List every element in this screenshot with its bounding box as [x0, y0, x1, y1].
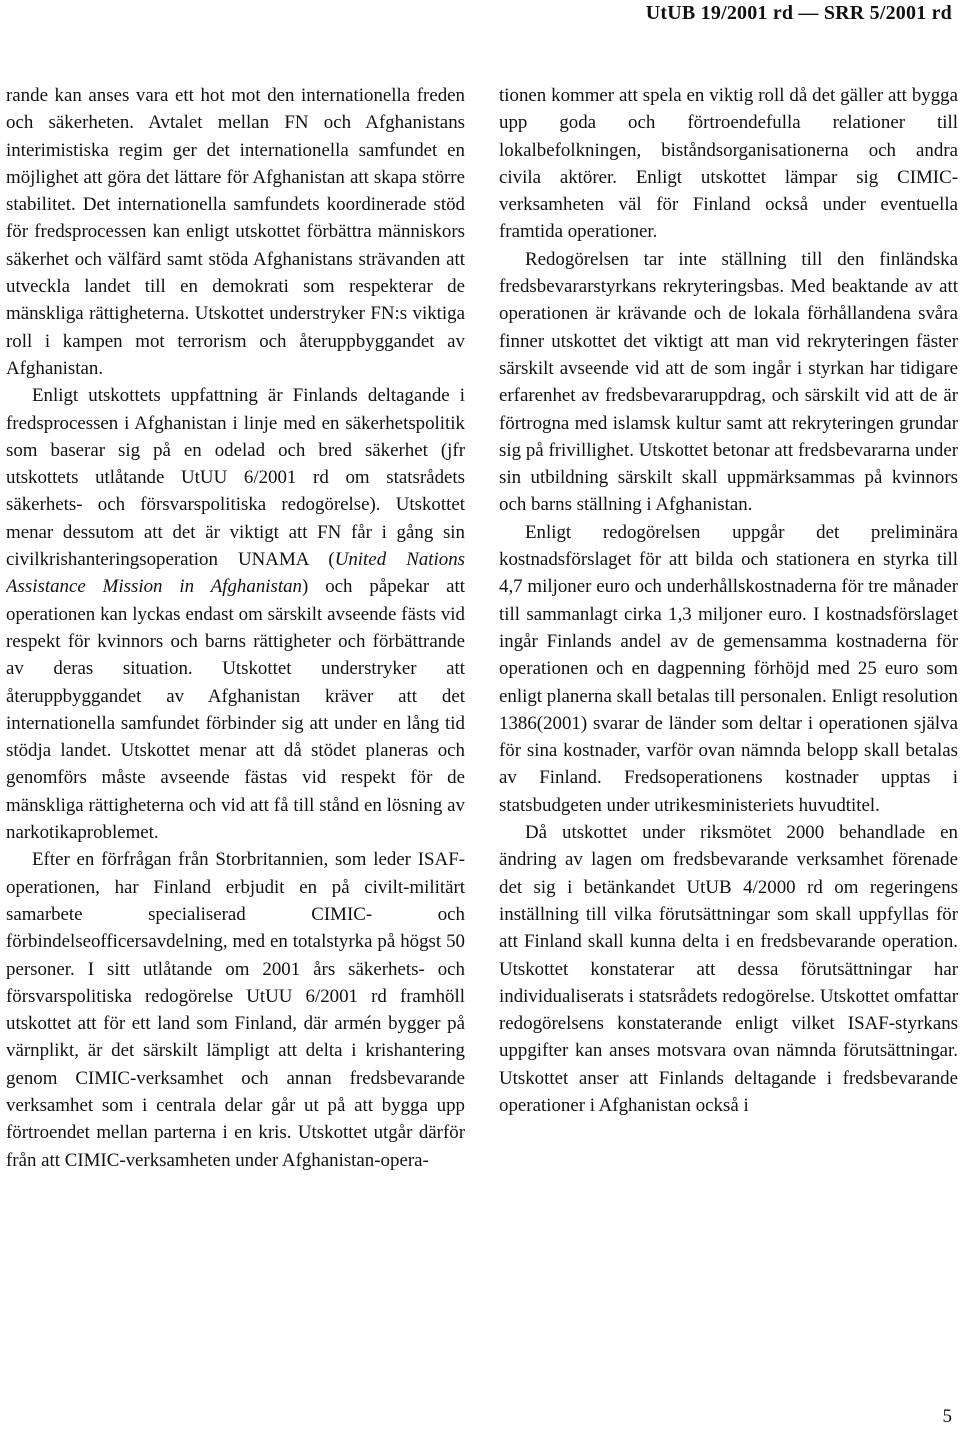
left-paragraph-2 [6, 382, 465, 846]
left-column [6, 82, 465, 1402]
unama-full-name: United Nations Assistance Mission in Afghanistan [6, 549, 465, 598]
left-paragraph-3: Efter en förfrågan från Storbritannien, som leder ISAF-operationen, har Finland erbjudit en på civilt-militärt samarbete specialiserad CIMIC- och förbindelseofficersavdelning, med en totalstyrka på högst 50 personer. I sitt utlåtande om 2001 års säkerhets- och försvarspolitiska redogörelse UtUU 6/2001 rd framhöll utskottet att för ett land som Finland, där armén bygger på värnplikt, är det särskilt lämpligt att delta i krishantering genom CIMIC-verksamhet och annan fredsbevarande verksamhet som i centrala delar går ut på att bygga upp förtroendet mellan parterna i en kris. Utskottet utgår därför från att CIMIC-verksamheten under Afghanistan-opera- [6, 849, 465, 1171]
right-paragraph-1: tionen kommer att spela en viktig roll då det gäller att bygga upp goda och förtroendefulla relationer till lokalbefolkningen, biståndsorganisationerna och andra civila aktörer. Enligt utskottet lämpar sig CIMIC-verksamheten väl för Finland också under eventuella framtida operationer. [499, 85, 958, 243]
left-paragraph-2-text-a: Enligt utskottets uppfattning är Finlands deltagande i fredsprocessen i Afghanistan i linje med en säkerhetspolitik som baserar sig på en odelad och bred säkerhet (jfr utskottets utlåtande UtUU 6/2001 rd om statsrådets säkerhets- och försvarspolitiska redogörelse). Utskottet menar dessutom att det är viktigt att FN får i gång sin civilkrishanteringsoperation UNAMA ( [6, 385, 465, 571]
right-paragraph-3: Enligt redogörelsen uppgår det preliminära kostnadsförslaget för att bilda och stationera en styrka till 4,7 miljoner euro och underhållskostnaderna för tre månader till sammanlagt cirka 1,3 miljoner euro. I kostnadsförslaget ingår Finlands andel av de gemensamma kostnaderna för operationen och en dagpenning förhöjd med 25 euro som enligt planerna skall betalas till personalen. Enligt resolution 1386(2001) svarar de länder som deltar i operationen själva för sina kostnader, varför ovan nämnda belopp skall betalas av Finland. Fredsoperationens kostnader upptas i statsbudgeten under utrikesministeriets huvudtitel. [499, 521, 958, 816]
page-number: 5 [942, 1406, 952, 1427]
right-paragraph-2: Redogörelsen tar inte ställning till den finländska fredsbevararstyrkans rekryteringsbas. Med beaktande av att operationen är krävande och de lokala förhållandena svåra finner utskottet det viktigt att man vid rekryteringen fäster särskilt avseende vid att de som ingår i styrkan har tidigare erfarenhet av fredsbevararuppdrag, och särskilt vid att de är förtrogna med islamsk kultur samt att rekryteringen grundar sig på frivillighet. Utskottet betonar att fredsbevararna under sin utbildning särskilt skall uppmärksammas på kvinnors och barns ställning i Afghanistan. [499, 248, 958, 516]
left-paragraph-1: rande kan anses vara ett hot mot den internationella freden och säkerheten. Avtalet mellan FN och Afghanistans interimistiska regim ger det internationella samfundet en möjlighet att göra det lättare för Afghanistan att skapa större stabilitet. Det internationella samfundets koordinerade stöd för fredsprocessen kan enligt utskottet förbättra människors säkerhet och välfärd samt stöda Afghanistans strävanden att utveckla landet till en demokrati som respekterar de mänskliga rättigheterna. Utskottet understryker FN:s viktiga roll i kampen mot terrorism och återuppbyggandet av Afghanistan. [6, 85, 465, 379]
left-paragraph-2-text-b: ) och påpekar att operationen kan lyckas endast om särskilt avseende fästs vid respekt för kvinnors och barns rättigheter och förbättrande av deras situation. Utskottet understryker att återuppbyggandet av Afghanistan kräver att det internationella samfundet förbinder sig att under en lång tid stödja landet. Utskottet menar att då stödet planeras och genomförs måste avseende fästas vid respekt för de mänskliga rättigheterna och vid att få till stånd en lösning av narkotikaproblemet. [6, 576, 465, 844]
right-paragraph-4: Då utskottet under riksmötet 2000 behandlade en ändring av lagen om fredsbevarande verksamhet förenade det sig i betänkandet UtUB 4/2000 rd om regeringens inställning till vilka förutsättningar som skall uppfyllas för att Finland skall kunna delta i en fredsbevarande operation. Utskottet konstaterar att dessa förutsättningar har individualiserats i statsrådets redogörelse. Utskottet omfattar redogörelsens konstaterande enligt vilket ISAF-styrkans uppgifter kan anses motsvara ovan nämnda förutsättningar. Utskottet anser att Finlands deltagande i fredsbevarande operationer i Afghanistan också i [499, 822, 958, 1116]
running-header: UtUB 19/2001 rd — SRR 5/2001 rd [645, 2, 952, 24]
right-column [499, 82, 958, 1402]
